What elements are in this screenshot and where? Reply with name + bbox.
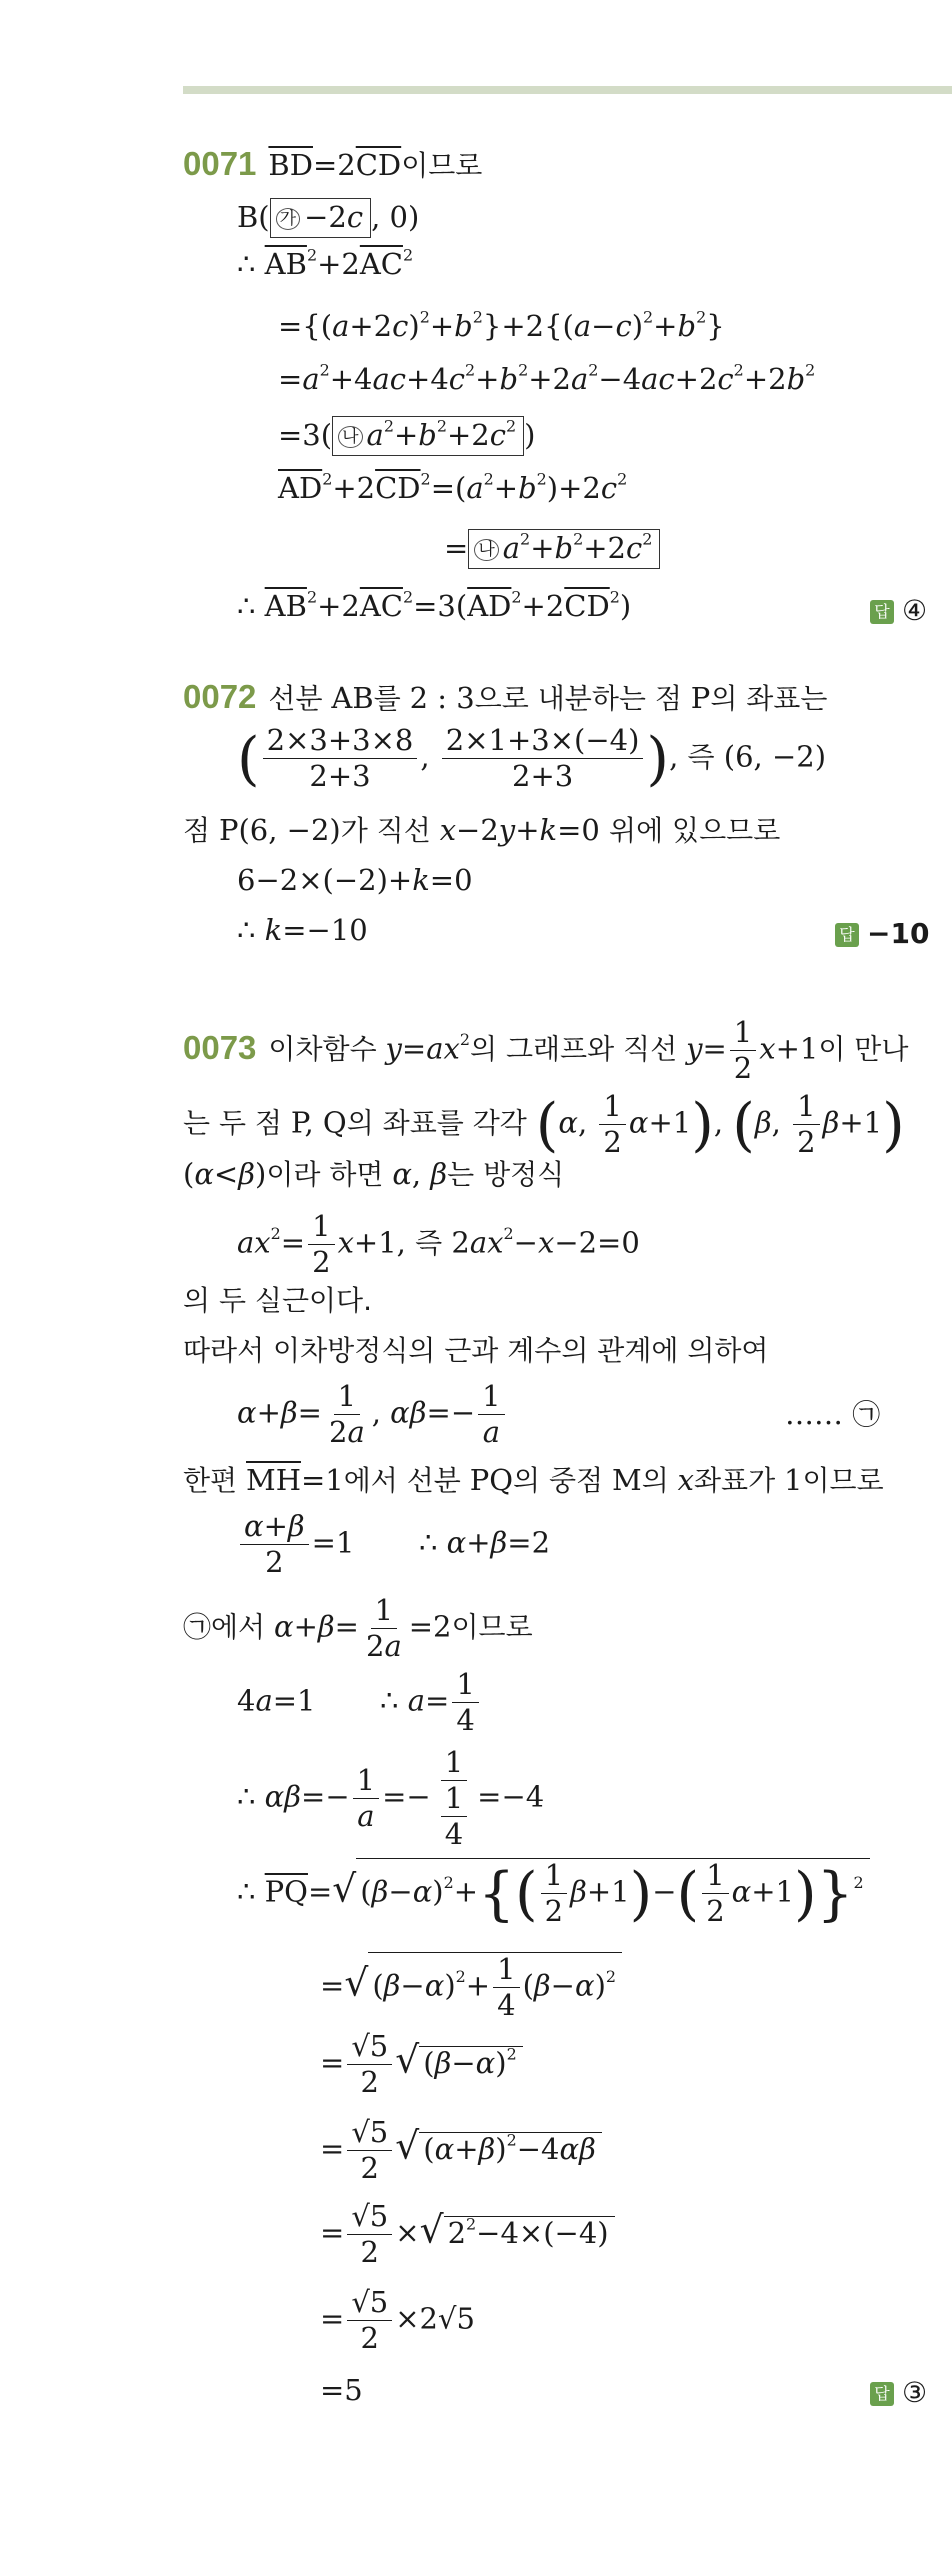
problem-0073-line-14: =√ $(\beta-\alpha)^2+$ $\frac{1}{4}$ $(\beta-\alpha)^2$ [320, 1952, 622, 2020]
problem-0072-line-5: ∴ k=−10 [237, 913, 368, 947]
fraction: $\frac{1}{2a}$ [365, 1593, 402, 1663]
problem-0071-line-9: ∴ $\overline{AB}^2+2\overline{AC}^2=3(\overline{AD}^2+2\overline{CD}^2)$ [237, 587, 632, 623]
problem-0071-line-4: $=\{(a+2c)^2+b^2\}+2\{(a-c)^2+b^2\}$ [278, 307, 725, 343]
fraction: $\frac{1}{4}$ [493, 1955, 519, 2020]
fraction: $\frac{√5}{2}$ [347, 2032, 392, 2097]
fraction: $\frac{1}{4}$ [452, 1670, 478, 1735]
problem-0073-line-7: α+β= $\frac{1}{2a}$ , αβ=− $\frac{1}{a}$ [237, 1382, 508, 1447]
blank-marker-ga: 가 [276, 208, 300, 230]
problem-0073-line-6: 따라서 이차방정식의 근과 계수의 관계에 의하여 [183, 1334, 769, 1367]
problem-number: 0073 [183, 1028, 257, 1066]
answer-value: ③ [902, 2376, 928, 2409]
problem-0071-line-1 [183, 147, 482, 180]
problem-text: $\overline{BD}=2\overline{CD}$이므로 [268, 148, 483, 182]
answer-0072 [835, 917, 929, 950]
blank-marker-na: 나 [338, 426, 362, 448]
answer-icon: 답 [870, 2382, 894, 2406]
fraction: $\frac{1}{2a}$ [328, 1379, 365, 1449]
equation-marker-1: …… ㉠ [785, 1397, 881, 1431]
fraction: $\frac{1}{2}$ [702, 1861, 728, 1926]
problem-0073-line-18: = $\frac{√5}{2}$ ×2√5 [320, 2285, 475, 2355]
problem-0071-line-5: $=a^2+4ac+4c^2+b^2+2a^2-4ac+2c^2+2b^2$ [278, 360, 816, 396]
blank-box-na: 나 $a^2+b^2+2c^2$ [332, 416, 524, 456]
problem-number: 0072 [183, 678, 257, 715]
fraction: $\frac{\alpha+\beta}{2}$ [240, 1512, 309, 1577]
problem-0073-line-5: 의 두 실근이다. [183, 1284, 372, 1317]
problem-0073-line-8: 한편 $\overline{MH}=1$에서 선분 PQ의 중점 M의 x좌표가 1이므로 [183, 1463, 884, 1497]
answer-value: ④ [902, 594, 928, 627]
answer-0071 [870, 594, 927, 627]
fraction: $\frac{1}{\frac{1}{4}}$ [434, 1748, 474, 1849]
fraction: $\frac{1}{a}$ [478, 1382, 504, 1447]
problem-0073-line-13: ∴ $\overline{PQ}=√$ $(\beta-\alpha)^2+${( $\frac{1}{2}$ β+1)−( $\frac{1}{2}$ α+1)}$^2$ [237, 1858, 870, 1926]
problem-0072-line-2: ( $\frac{2\times 3+3\times 8}{2+3}$ , $\frac{2\times 1+3\times(-4)}{2+3}$ ), 즉 (6, −2) [237, 723, 827, 793]
answer-icon: 답 [835, 923, 859, 947]
fraction: $\frac{√5}{2}$ [347, 2118, 392, 2183]
problem-0071-line-6: =3( 나 $a^2+b^2+2c^2$ ) [278, 416, 535, 456]
problem-0072-line-3: 점 P(6, −2)가 직선 x−2y+k=0 위에 있으므로 [183, 813, 781, 847]
problem-0073-line-3: (α<β)이라 하면 α, β는 방정식 [183, 1157, 565, 1191]
fraction: $\frac{√5}{2}$ [347, 2288, 392, 2353]
problem-0072-line-1: 0072 선분 AB를 2 : 3으로 내분하는 점 P의 좌표는 [183, 678, 828, 715]
answer-icon: 답 [870, 600, 894, 624]
problem-0073-line-4: $ax^2=$ $\frac{1}{2}$ x+1, 즉 $2ax^2-x-2=0$ [237, 1209, 640, 1279]
problem-0073-line-17: = $\frac{√5}{2}$ ×√ $2^2-4\times(-4)$ [320, 2202, 615, 2267]
problem-0073-line-12: ∴ αβ=− $\frac{1}{a}$ =− $\frac{1}{\frac{1}{4}}$ =−4 [237, 1745, 545, 1851]
problem-0073-line-15: = $\frac{√5}{2}$ √ $(\beta-\alpha)^2$ [320, 2032, 523, 2097]
fraction: $\frac{1}{2}$ [730, 1018, 756, 1083]
fraction: $\frac{1}{2}$ [308, 1212, 334, 1277]
answer-value: −10 [867, 917, 930, 950]
problem-0073-line-2: 는 두 점 P, Q의 좌표를 각각 (α, $\frac{1}{2}$ α+1), (β, $\frac{1}{2}$ β+1) [183, 1089, 905, 1159]
blank-box-ga: 가 −2c [270, 198, 371, 238]
problem-0073-line-11: 4a=1 ∴ a= $\frac{1}{4}$ [237, 1670, 482, 1735]
fraction: $\frac{1}{a}$ [353, 1766, 379, 1831]
answer-0073 [870, 2376, 927, 2409]
problem-0071-line-8: = 나 $a^2+b^2+2c^2$ [444, 529, 660, 569]
problem-0073-line-10: ㉠에서 α+β= $\frac{1}{2a}$ =2이므로 [183, 1593, 533, 1663]
problem-number: 0071 [183, 145, 257, 182]
top-rule [183, 86, 952, 94]
problem-0073-line-16: = $\frac{√5}{2}$ √ $(\alpha+\beta)^2-4\alpha\beta$ [320, 2118, 602, 2183]
fraction: $\frac{1}{2}$ [599, 1092, 625, 1157]
problem-0071-line-7: $\overline{AD}^2+2\overline{CD}^2=(a^2+b^2)+2c^2$ [278, 469, 628, 505]
fraction: $\frac{1}{2}$ [793, 1092, 819, 1157]
blank-marker-na: 나 [474, 539, 498, 561]
problem-0073-line-1: 0073 이차함수 $y=ax^2$의 그래프와 직선 y= $\frac{1}{2}$ x+1이 만나 [183, 1015, 909, 1085]
fraction: $\frac{√5}{2}$ [347, 2202, 392, 2267]
problem-0073-line-9: $\frac{\alpha+\beta}{2}$ =1 ∴ α+β=2 [237, 1512, 550, 1577]
fraction: $\frac{2\times 3+3\times 8}{2+3}$ [263, 726, 418, 791]
problem-0071-line-3: ∴ $\overline{AB}^2+2\overline{AC}^2$ [237, 245, 414, 281]
problem-0071-line-2: B( 가 −2c , 0) [237, 198, 419, 238]
problem-0073-line-19: =5 [320, 2373, 363, 2407]
blank-box-na-2: 나 $a^2+b^2+2c^2$ [468, 529, 660, 569]
fraction: $\frac{1}{2}$ [541, 1861, 567, 1926]
fraction: $\frac{2\times 1+3\times(-4)}{2+3}$ [442, 726, 644, 791]
problem-0072-line-4: 6−2×(−2)+k=0 [237, 863, 473, 897]
